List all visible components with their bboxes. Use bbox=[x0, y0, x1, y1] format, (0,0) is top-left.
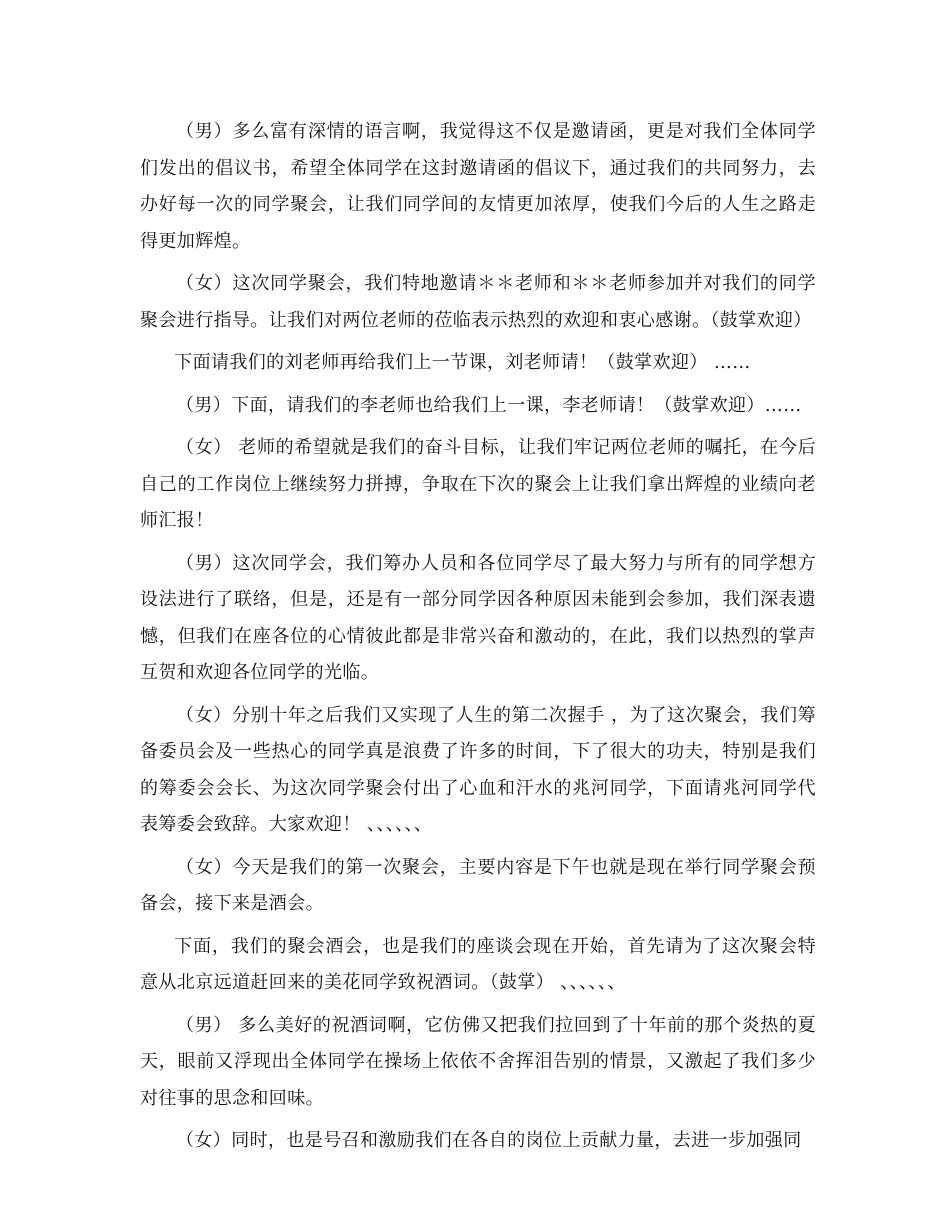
paragraph-10: （男） 多么美好的祝酒词啊，它仿佛又把我们拉回到了十年前的那个炎热的夏天，眼前又浮现出全体同学在操场上依依不舍挥泪告别的情景，又激起了我们多少对往事的思念和回味。 bbox=[140, 1014, 816, 1109]
paragraph-4: （男）下面，请我们的李老师也给我们上一课，李老师请！（鼓掌欢迎）…… bbox=[176, 394, 802, 416]
paragraph-8: （女）今天是我们的第一次聚会，主要内容是下午也就是现在举行同学聚会预备会，接下来是酒会。 bbox=[140, 856, 816, 914]
paragraph-11: （女）同时，也是号召和激励我们在各自的岗位上贡献力量，去进一步加强同 bbox=[176, 1130, 802, 1151]
paragraph-9: 下面，我们的聚会酒会，也是我们的座谈会现在开始，首先请为了这次聚会特意从北京远道赶回来的美花同学致祝酒词。（鼓掌） 、、、、、、 bbox=[140, 935, 816, 993]
paragraph-5: （女） 老师的希望就是我们的奋斗目标，让我们牢记两位老师的嘱托，在今后自己的工作岗位上继续努力拼搏，争取在下次的聚会上让我们拿出辉煌的业绩向老师汇报！ bbox=[140, 437, 816, 531]
document-body bbox=[140, 114, 816, 1166]
paragraph-7: （女）分别十年之后我们又实现了人生的第二次握手 ，为了这次聚会，我们筹备委员会及一些热心的同学真是浪费了许多的时间，下了很大的功夫，特别是我们的筹委会会长、为这次同学聚会付出了心血和汗水的兆河同学，下面请兆河同学代表筹委会致辞。大家欢迎！ 、、、、、、 bbox=[140, 704, 816, 835]
paragraph-1: （男）多么富有深情的语言啊，我觉得这不仅是邀请函，更是对我们全体同学们发出的倡议书，希望全体同学在这封邀请函的倡议下，通过我们的共同努力，去办好每一次的同学聚会，让我们同学间的友情更加浓厚，使我们今后的人生之路走得更加辉煌。 bbox=[140, 121, 816, 252]
paragraph-6: （男）这次同学会，我们筹办人员和各位同学尽了最大努力与所有的同学想方设法进行了联络，但是，还是有一部分同学因各种原因未能到会参加，我们深表遗憾，但我们在座各位的心情彼此都是非常兴奋和激动的，在此，我们以热烈的掌声互贺和欢迎各位同学的光临。 bbox=[140, 552, 816, 683]
paragraph-2: （女）这次同学聚会，我们特地邀请＊＊老师和＊＊老师参加并对我们的同学聚会进行指导。让我们对两位老师的莅临表示热烈的欢迎和衷心感谢。（鼓掌欢迎） bbox=[140, 273, 816, 331]
paragraph-3: 下面请我们的刘老师再给我们上一节课，刘老师请！（鼓掌欢迎） …… bbox=[174, 352, 751, 373]
